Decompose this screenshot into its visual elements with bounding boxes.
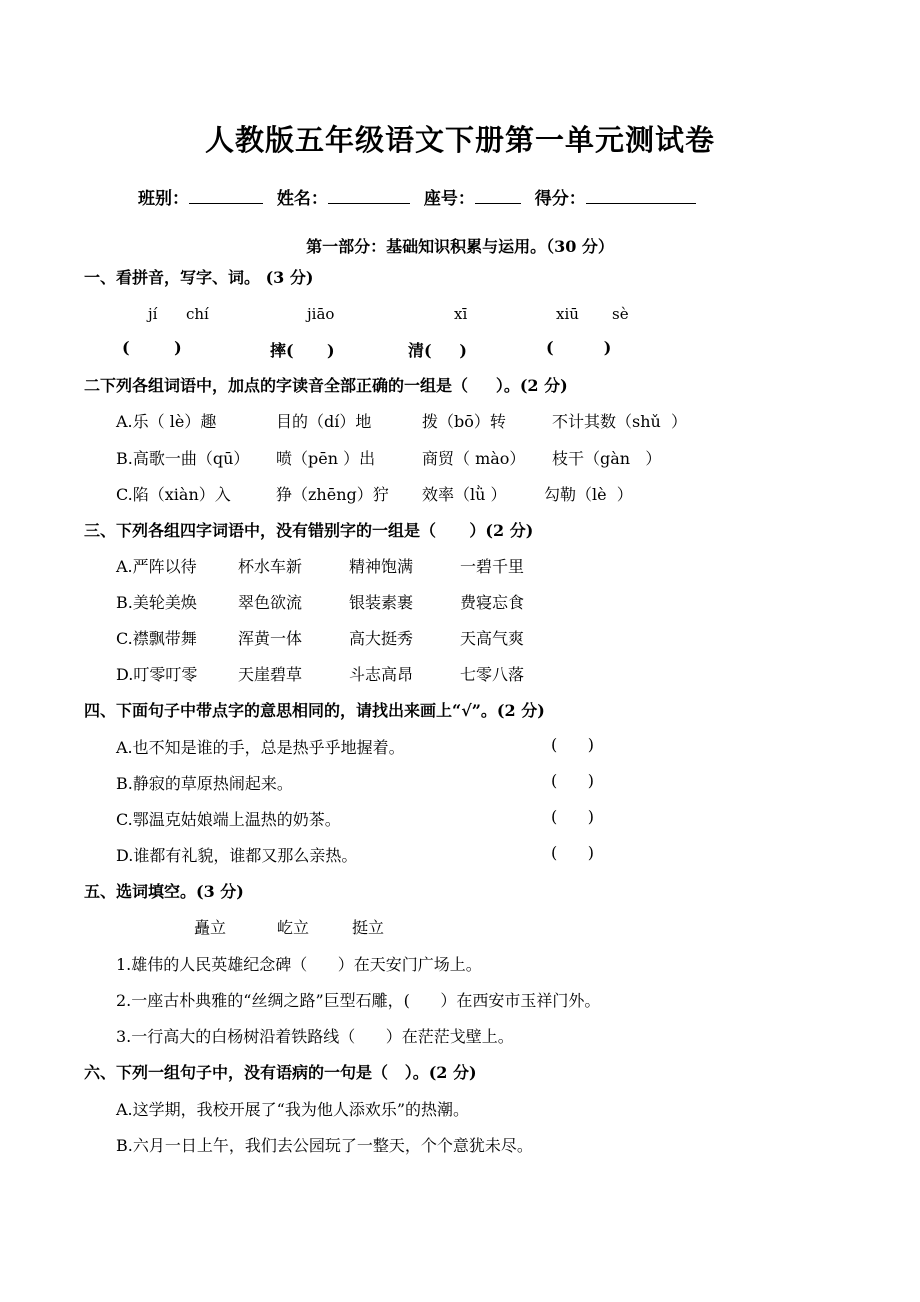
q2-b-3: 商贸（ mào）	[422, 449, 526, 468]
pinyin-xiu: xiū	[556, 305, 579, 323]
q3-a-3: 精神饱满	[349, 557, 414, 576]
q3-d-3: 斗志高昂	[349, 665, 414, 684]
q1-answer-1[interactable]: ( )	[122, 338, 182, 357]
seat-blank[interactable]	[475, 187, 521, 204]
q5-row-2: 2.一座古朴典雅的“丝绸之路”巨型石雕，( ）在西安市玉祥门外。	[116, 991, 601, 1010]
q3-a-2: 杯水车新	[238, 557, 303, 576]
q5-word-2: 屹立	[277, 918, 310, 937]
q4-c-text: C.鄂温克姑娘端上温热的奶茶。	[116, 810, 341, 829]
seat-label: 座号：	[423, 189, 475, 209]
page-title: 人教版五年级语文下册第一单元测试卷	[204, 123, 715, 157]
q3-a-1: A.严阵以待	[116, 557, 197, 576]
q5-word-3: 挺立	[352, 918, 385, 937]
q3-a-4: 一碧千里	[460, 557, 525, 576]
q3-c-1: C.襟飘带舞	[116, 629, 197, 648]
score-blank[interactable]	[586, 187, 696, 204]
q5-word-1: 矗立	[194, 918, 227, 937]
q4-a-text: A.也不知是谁的手，总是热乎乎地握着。	[116, 738, 405, 757]
q2-a-3: 拨（bō）转	[422, 412, 506, 431]
q1-heading: 一、看拼音，写字、词。 (3 分)	[84, 268, 314, 287]
q1-answer-4[interactable]: ( )	[546, 338, 612, 357]
q2-heading: 二下列各组词语中，加点的字读音全部正确的一组是（ ）。(2 分)	[84, 376, 568, 395]
class-label: 班别：	[138, 189, 189, 209]
pinyin-ji: jí	[148, 305, 158, 323]
q3-b-3: 银装素裹	[349, 593, 414, 612]
q4-b-paren[interactable]: ( )	[551, 771, 594, 790]
name-label: 姓名：	[276, 189, 328, 209]
q3-c-4: 天高气爽	[460, 629, 525, 648]
name-blank[interactable]	[328, 187, 410, 204]
score-label: 得分：	[534, 189, 586, 209]
pinyin-xi: xī	[454, 305, 468, 323]
q4-b-text: B.静寂的草原热闹起来。	[116, 774, 293, 793]
q2-b-4: 枝干（gàn ）	[552, 449, 662, 468]
q3-c-2: 浑黄一体	[238, 629, 303, 648]
pinyin-se: sè	[612, 305, 629, 323]
q3-b-4: 费寝忘食	[460, 593, 525, 612]
part-one-heading: 第一部分：基础知识积累与运用。（30 分）	[306, 237, 614, 256]
pinyin-jiao: jiāo	[307, 305, 335, 323]
q3-heading: 三、下列各组四字词语中，没有错别字的一组是（ ）(2 分)	[84, 521, 534, 540]
q2-a-1: A.乐（ lè）趣	[116, 412, 217, 431]
q2-b-2: 喷（pēn ）出	[276, 449, 376, 468]
q2-a-2: 目的（dí）地	[276, 412, 372, 431]
q5-row-1: 1.雄伟的人民英雄纪念碑（ ）在天安门广场上。	[116, 955, 482, 974]
q3-d-1: D.叮零叮零	[116, 665, 198, 684]
q2-c-4: 勾勒（lè ）	[544, 485, 633, 504]
q2-c-1: C.陷（xiàn）入	[116, 485, 231, 504]
q1-answer-3[interactable]: 清( )	[408, 341, 467, 360]
pinyin-chi: chí	[186, 305, 209, 323]
q2-c-3: 效率（lǜ ）	[422, 485, 507, 504]
q5-heading: 五、选词填空。(3 分)	[84, 882, 244, 901]
q6-b: B.六月一日上午，我们去公园玩了一整天，个个意犹未尽。	[116, 1136, 533, 1155]
q3-d-4: 七零八落	[460, 665, 525, 684]
q4-d-text: D.谁都有礼貌，谁都又那么亲热。	[116, 846, 358, 865]
q3-b-2: 翠色欲流	[238, 593, 303, 612]
q2-c-2: 狰（zhēng）狞	[276, 485, 389, 504]
q5-row-3: 3.一行高大的白杨树沿着铁路线（ ）在茫茫戈壁上。	[116, 1027, 514, 1046]
q6-a: A.这学期，我校开展了“我为他人添欢乐”的热潮。	[116, 1100, 470, 1119]
q2-a-4: 不计其数（shǔ ）	[552, 412, 687, 431]
q3-c-3: 高大挺秀	[349, 629, 414, 648]
student-info-line	[138, 184, 696, 209]
q2-b-1: B.高歌一曲（qū）	[116, 449, 250, 468]
q3-b-1: B.美轮美焕	[116, 593, 197, 612]
q3-d-2: 天崖碧草	[238, 665, 303, 684]
q4-a-paren[interactable]: ( )	[551, 735, 594, 754]
q6-heading: 六、下列一组句子中，没有语病的一句是（ ）。(2 分)	[84, 1063, 477, 1082]
q4-heading: 四、下面句子中带点字的意思相同的，请找出来画上“√”。(2 分)	[84, 701, 545, 720]
q4-d-paren[interactable]: ( )	[551, 843, 594, 862]
q1-answer-2[interactable]: 摔( )	[270, 341, 335, 360]
class-blank[interactable]	[189, 187, 263, 204]
q4-c-paren[interactable]: ( )	[551, 807, 594, 826]
